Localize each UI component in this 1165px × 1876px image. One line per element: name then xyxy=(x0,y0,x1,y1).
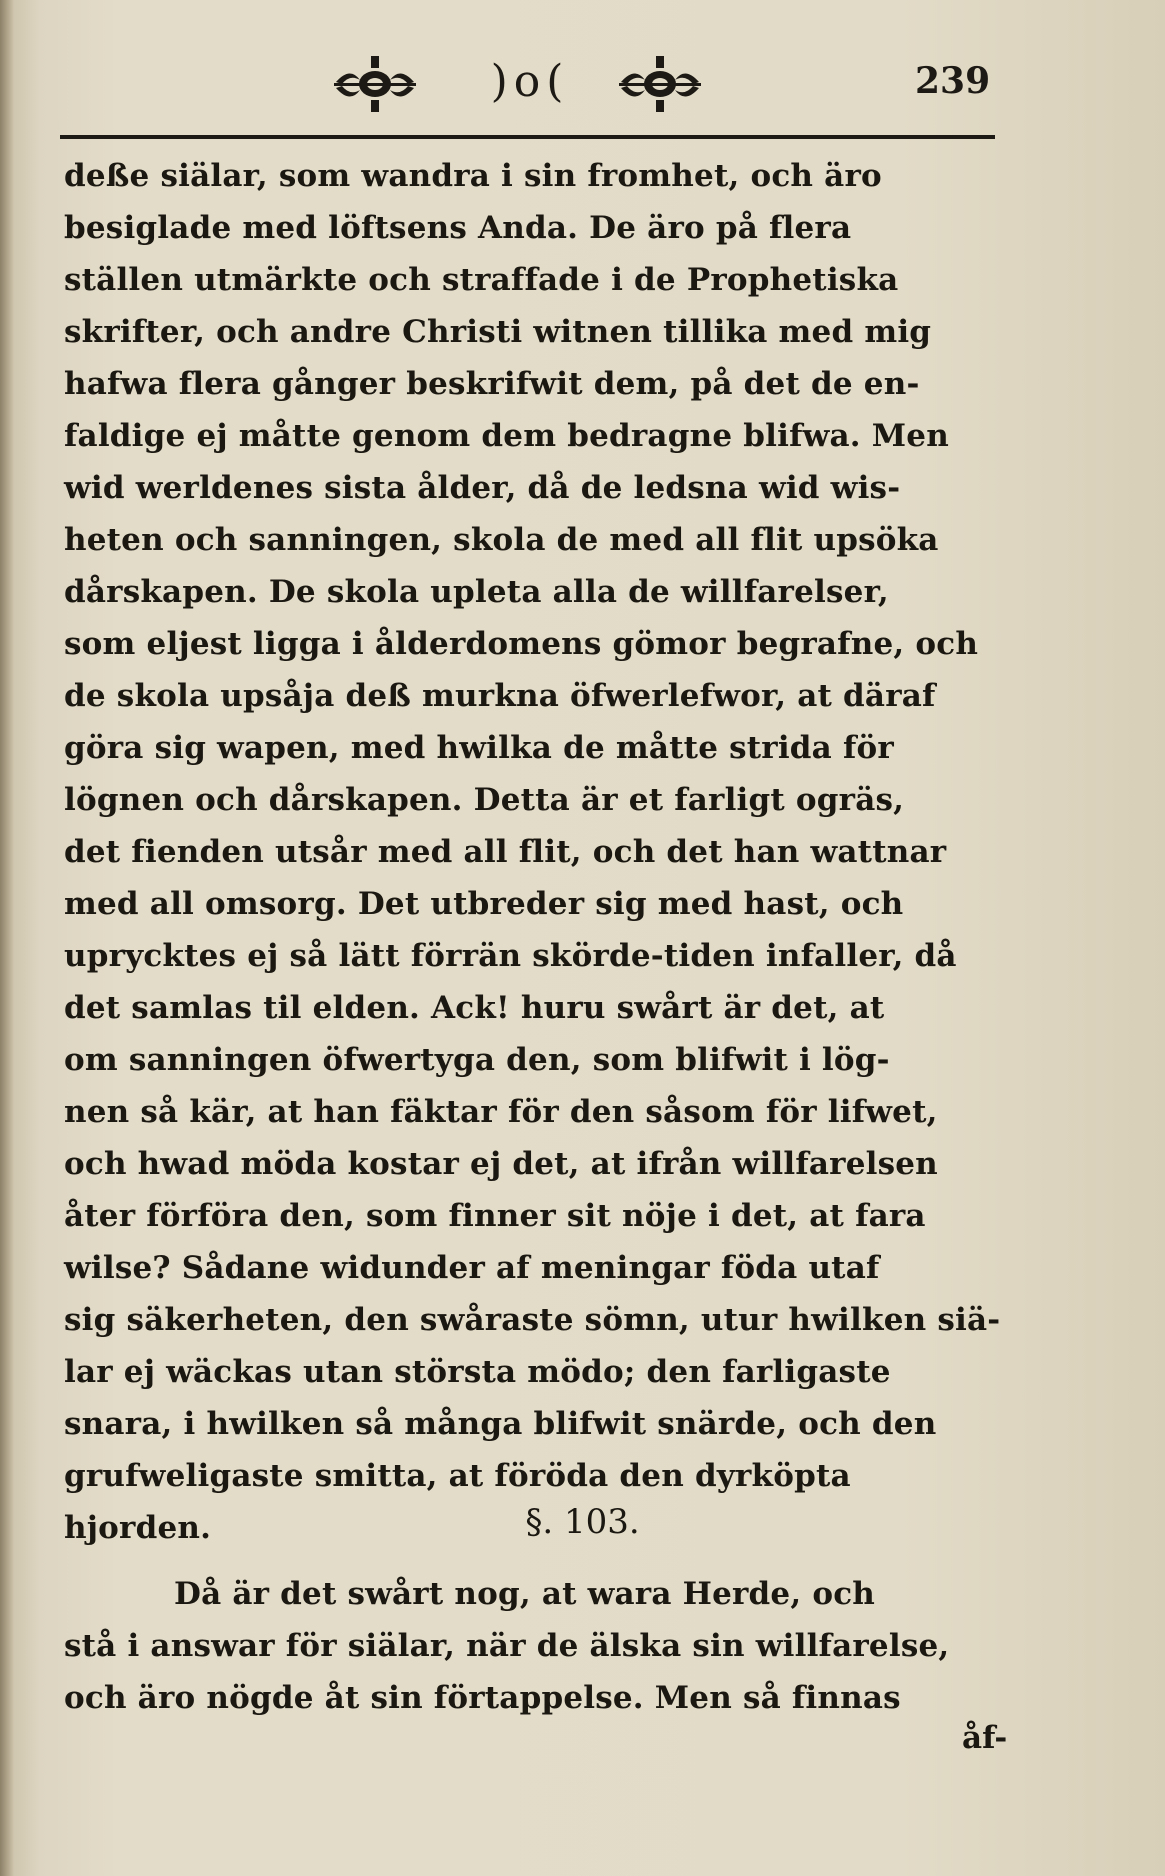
text-line: Då är det swårt nog, at wara Herde, och xyxy=(174,1576,876,1612)
text-line: och äro nögde åt sin förtappelse. Men så finnas xyxy=(64,1680,901,1716)
text-line: det fienden utsår med all flit, och det han wattnar xyxy=(64,834,947,870)
text-line: som eljest ligga i ålderdomens gömor begrafne, och xyxy=(64,626,979,662)
text-line: skrifter, och andre Christi witnen tillika med mig xyxy=(64,314,932,350)
text-line: hafwa flera gånger beskrifwit dem, på det de en- xyxy=(64,366,920,402)
page-header xyxy=(60,52,1060,122)
text-line: heten och sanningen, skola de med all flit upsöka xyxy=(64,522,939,558)
text-line: grufweligaste smitta, at föröda den dyrköpta xyxy=(64,1458,851,1494)
left-fleuron-ornament-icon xyxy=(330,52,420,116)
right-fleuron-ornament-icon xyxy=(615,52,705,116)
text-line: stå i answar för siälar, när de älska sin willfarelse, xyxy=(64,1628,950,1664)
text-line: om sanningen öfwertyga den, som blifwit i lög- xyxy=(64,1042,890,1078)
text-line: lar ej wäckas utan största mödo; den farligaste xyxy=(64,1354,891,1390)
text-line: lögnen och dårskapen. Detta är et farligt ogräs, xyxy=(64,782,905,818)
text-line: med all omsorg. Det utbreder sig med hast, och xyxy=(64,886,904,922)
text-line: deße siälar, som wandra i sin fromhet, och äro xyxy=(64,158,882,194)
text-line: det samlas til elden. Ack! huru swårt är det, at xyxy=(64,990,885,1026)
text-line: nen så kär, at han fäktar för den såsom för lifwet, xyxy=(64,1094,938,1130)
main-paragraph xyxy=(64,150,1014,1554)
page-marker: )o( xyxy=(490,56,570,107)
text-line: faldige ej måtte genom dem bedragne blifwa. Men xyxy=(64,418,949,454)
page-number: 239 xyxy=(915,60,991,102)
text-line: de skola upsåja deß murkna öfwerlefwor, at däraf xyxy=(64,678,936,714)
text-line: dårskapen. De skola upleta alla de willfarelser, xyxy=(64,574,889,610)
second-paragraph xyxy=(64,1568,1024,1724)
text-line: uprycktes ej så lätt förrän skörde-tiden infaller, då xyxy=(64,938,957,974)
text-line: wilse? Sådane widunder af meningar föda utaf xyxy=(64,1250,880,1286)
text-line: besiglade med löftsens Anda. De äro på flera xyxy=(64,210,852,246)
text-line: och hwad möda kostar ej det, at ifrån willfarelsen xyxy=(64,1146,938,1182)
catchword: åf- xyxy=(962,1720,1008,1756)
page-gutter-shadow xyxy=(0,0,14,1876)
text-line: åter förföra den, som finner sit nöje i det, at fara xyxy=(64,1198,926,1234)
text-line: snara, i hwilken så många blifwit snärde, och den xyxy=(64,1406,937,1442)
section-heading: §. 103. xyxy=(525,1502,640,1542)
header-rule xyxy=(60,135,995,139)
text-line: ställen utmärkte och straffade i de Prophetiska xyxy=(64,262,899,298)
text-line: sig säkerheten, den swåraste sömn, utur hwilken siä- xyxy=(64,1302,1001,1338)
text-line: hjorden. xyxy=(64,1510,212,1546)
text-line: göra sig wapen, med hwilka de måtte strida för xyxy=(64,730,894,766)
text-line: wid werldenes sista ålder, då de ledsna wid wis- xyxy=(64,470,901,506)
